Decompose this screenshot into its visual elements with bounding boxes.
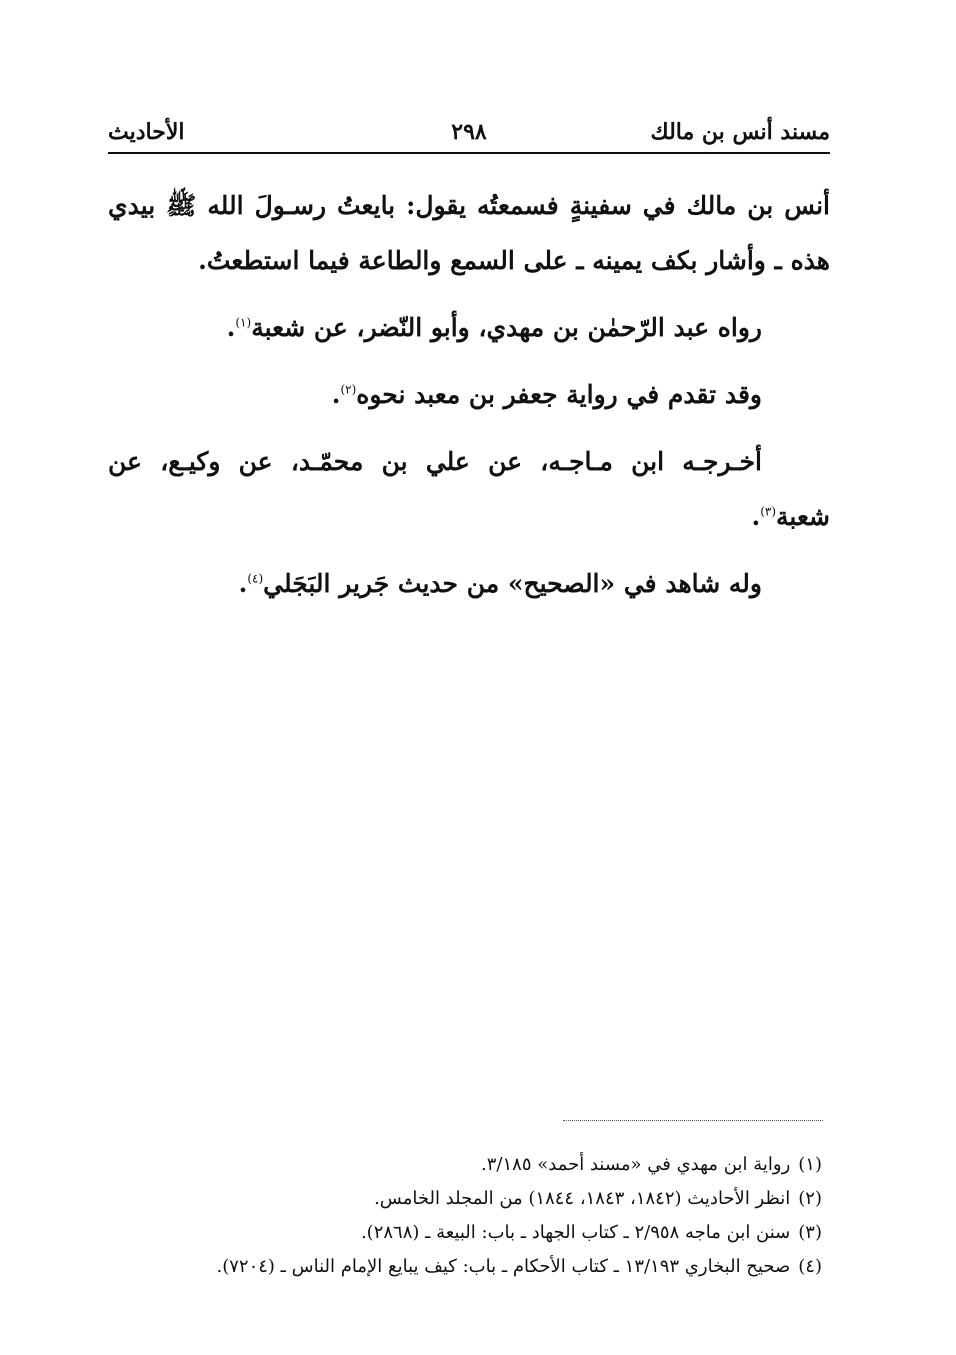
paragraph-text: رواه عبد الرّحمٰن بن مهدي، وأبو النّضر، عن شعبة	[251, 313, 762, 342]
footnote	[108, 1216, 822, 1250]
footnote-text: صحيح البخاري ١٣/١٩٣ ـ كتاب الأحكام ـ باب: كيف يبايع الإمام الناس ـ (٧٢٠٤).	[216, 1256, 791, 1277]
book-title: مسند أنس بن مالك	[650, 119, 830, 145]
header-divider	[108, 152, 830, 154]
period: .	[331, 380, 341, 409]
footnote-number: (٣)	[798, 1222, 822, 1243]
paragraph-takhrij	[108, 434, 830, 544]
footnote-mark: (٢)	[340, 382, 357, 397]
paragraph-text: أخـرجـه ابن مـاجـه، عن علي بن محمّـد، عن وكيـع، عن شعبة	[108, 447, 830, 531]
period: .	[751, 502, 761, 531]
footnotes	[108, 1148, 822, 1284]
footnote-number: (٤)	[798, 1256, 822, 1277]
footnote-number: (١)	[798, 1154, 822, 1175]
period: .	[238, 569, 248, 598]
paragraph-cross-reference	[108, 367, 830, 422]
paragraph-text: وله شاهد في «الصحيح» من حديث جَرير البَجَلي	[263, 569, 762, 598]
footnote	[108, 1148, 822, 1182]
paragraph-text: وقد تقدم في رواية جعفر بن معبد نحوه	[356, 380, 762, 409]
page-number: ٢٩٨	[451, 119, 487, 145]
footnote	[108, 1250, 822, 1284]
footnote-text: رواية ابن مهدي في «مسند أحمد» ٣/١٨٥.	[481, 1154, 791, 1175]
footnote-mark: (١)	[235, 315, 252, 330]
main-text	[108, 178, 830, 623]
paragraph-witness	[108, 556, 830, 611]
footnote-mark: (٤)	[247, 571, 264, 586]
paragraph-hadith: أنس بن مالك في سفينةٍ فسمعتُه يقول: بايعتُ رسـولَ الله ﷺ بيدي هذه ـ وأشار بكف يمينه ـ على السمع والطاعة فيما استطعتُ.	[108, 191, 830, 275]
period: .	[226, 313, 236, 342]
footnote-text: سنن ابن ماجه ٢/٩٥٨ ـ كتاب الجهاد ـ باب: البيعة ـ (٢٨٦٨).	[360, 1222, 791, 1243]
footnote-number: (٢)	[798, 1188, 822, 1209]
footnote-text: انظر الأحاديث (١٨٤٢، ١٨٤٣، ١٨٤٤) من المجلد الخامس.	[374, 1188, 791, 1209]
footnote-mark: (٣)	[760, 504, 777, 519]
running-header	[108, 112, 830, 152]
paragraph-narration	[108, 300, 830, 355]
section-title: الأحاديث	[108, 119, 185, 145]
footnote	[108, 1182, 822, 1216]
footnote-divider	[563, 1120, 823, 1121]
